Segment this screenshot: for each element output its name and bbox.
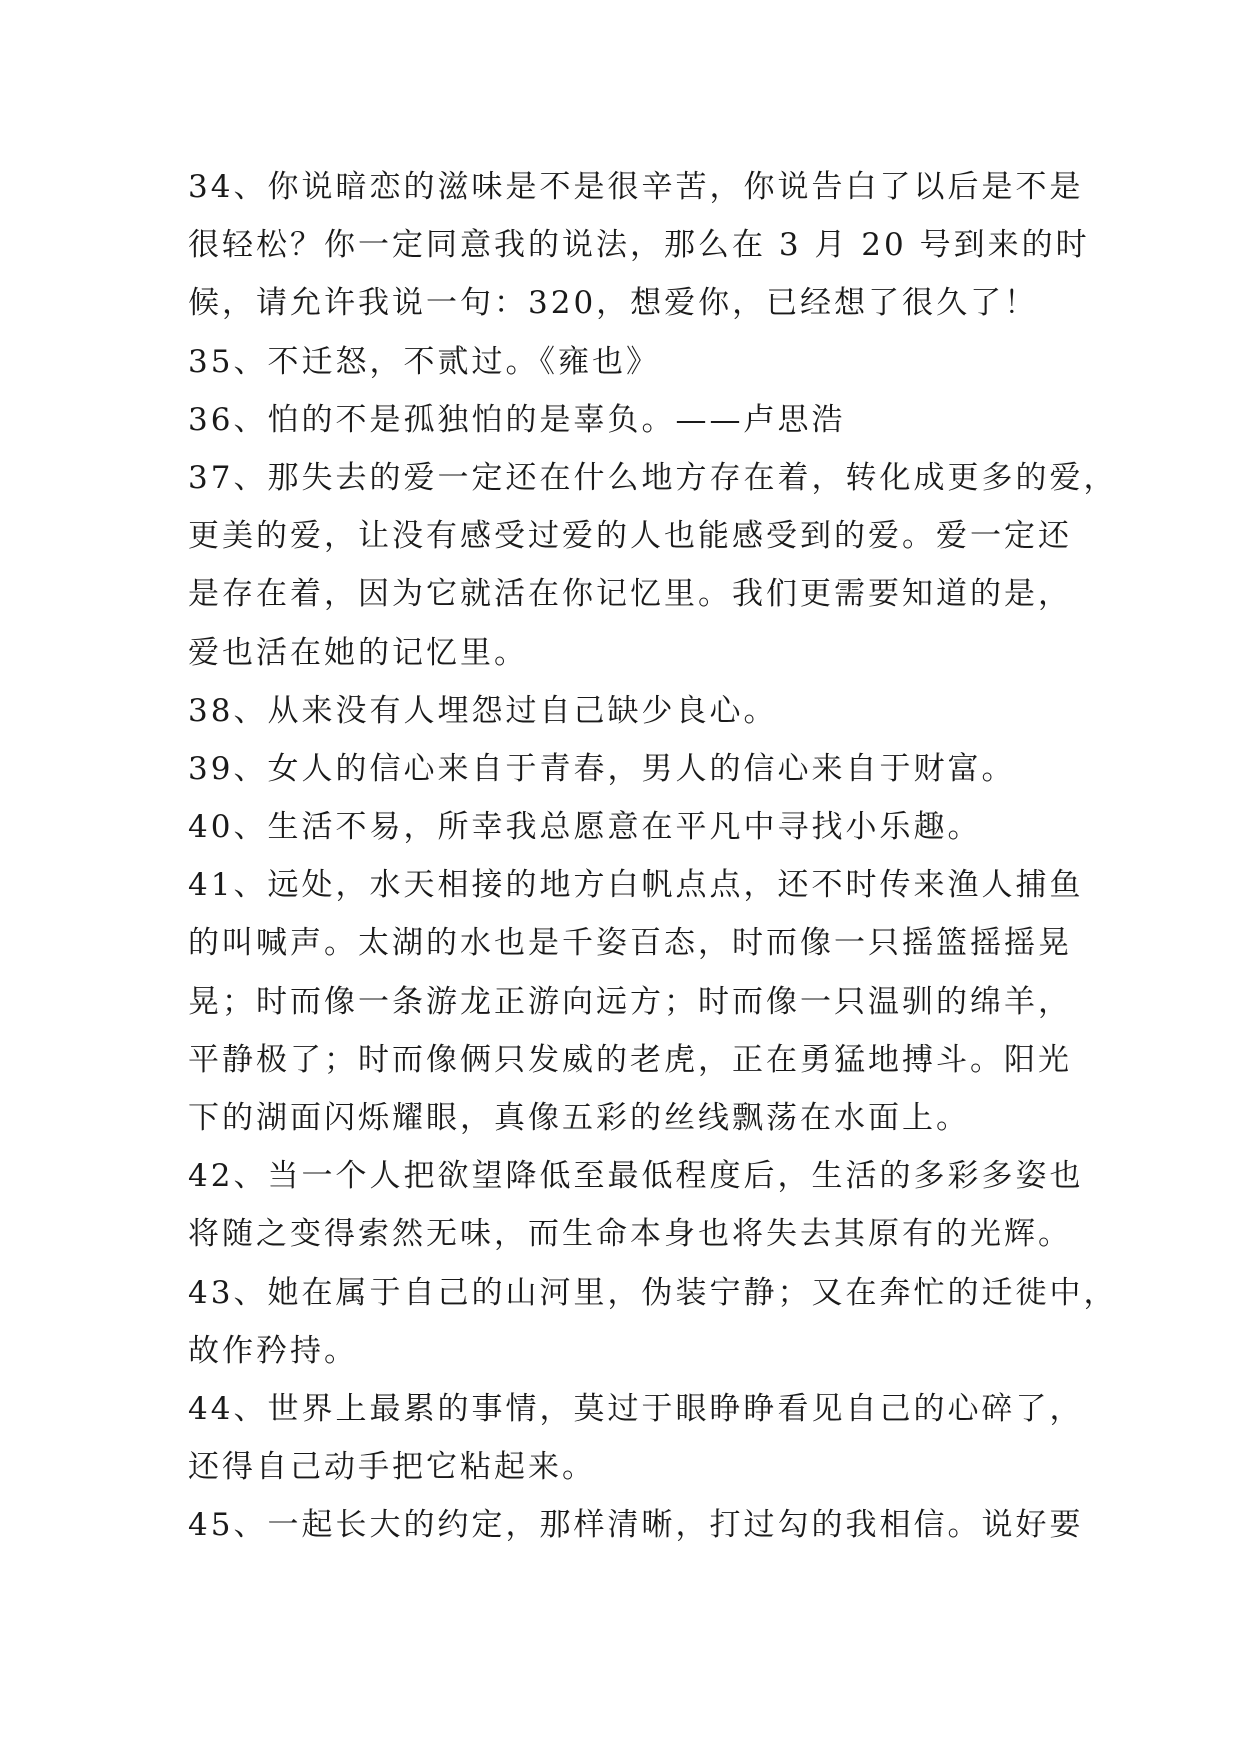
- text-line: 晃；时而像一条游龙正游向远方；时而像一只温驯的绵羊，: [188, 983, 1072, 1020]
- text-line: 34、你说暗恋的滋味是不是很辛苦，你说告白了以后是不是: [188, 169, 1084, 205]
- text-line: 42、当一个人把欲望降低至最低程度后，生活的多彩多姿也: [188, 1158, 1084, 1195]
- text-line: 候，请允许我说一句：320，想爱你，已经想了很久了！: [188, 285, 1039, 322]
- text-line: 39、女人的信心来自于青春，男人的信心来自于财富。: [188, 750, 1016, 787]
- text-line: 38、从来没有人埋怨过自己缺少良心。: [188, 692, 778, 729]
- text-line: 41、远处，水天相接的地方白帆点点，还不时传来渔人捕鱼: [188, 867, 1084, 904]
- text-line: 爱也活在她的记忆里。: [188, 634, 528, 671]
- text-line: 36、怕的不是孤独怕的是辜负。——卢思浩: [188, 401, 846, 438]
- text-line: 35、不迁怒，不贰过。《雍也》: [188, 343, 660, 380]
- text-line: 37、那失去的爱一定还在什么地方存在着，转化成更多的爱，: [188, 459, 1118, 496]
- text-line: 很轻松？你一定同意我的说法，那么在 3 月 20 号到来的时: [188, 227, 1090, 264]
- text-line: 43、她在属于自己的山河里，伪装宁静；又在奔忙的迁徙中，: [188, 1274, 1118, 1311]
- text-line: 的叫喊声。太湖的水也是千姿百态，时而像一只摇篮摇摇晃: [188, 925, 1072, 962]
- text-line: 故作矜持。: [188, 1332, 358, 1369]
- text-line: 45、一起长大的约定，那样清晰，打过勾的我相信。说好要: [188, 1507, 1084, 1544]
- text-line: 还得自己动手把它粘起来。: [188, 1449, 596, 1486]
- text-line: 更美的爱，让没有感受过爱的人也能感受到的爱。爱一定还: [188, 518, 1072, 555]
- text-line: 下的湖面闪烁耀眼，真像五彩的丝线飘荡在水面上。: [188, 1100, 970, 1136]
- text-line: 平静极了；时而像俩只发威的老虎，正在勇猛地搏斗。阳光: [188, 1041, 1072, 1078]
- text-line: 40、生活不易，所幸我总愿意在平凡中寻找小乐趣。: [188, 809, 982, 846]
- body-text: [188, 158, 1118, 1555]
- text-line: 是存在着，因为它就活在你记忆里。我们更需要知道的是，: [188, 576, 1072, 613]
- text-line: 将随之变得索然无味，而生命本身也将失去其原有的光辉。: [188, 1216, 1072, 1253]
- text-line: 44、世界上最累的事情，莫过于眼睁睁看见自己的心碎了，: [188, 1390, 1084, 1427]
